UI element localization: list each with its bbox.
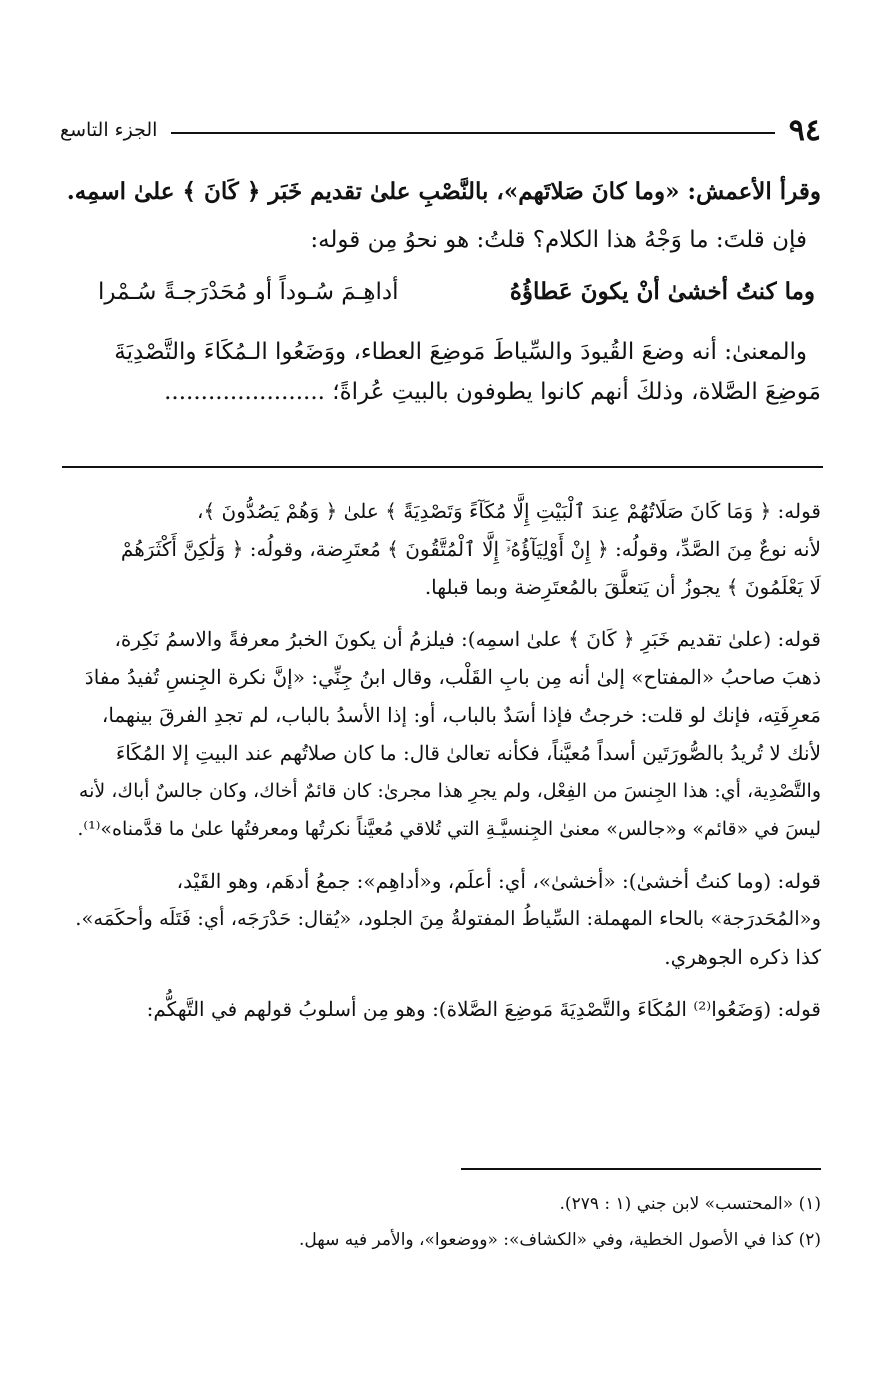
commentary-line: لأنه نوعٌ مِنَ الصَّدِّ، وقولُه: ﴿ إِنْ أَوْلِيَآؤُهُۥٓ إِلَّا ٱلْمُتَّقُونَ ﴾ مُعتَرِضة، وقولُه: ﴿ وَلَٰكِنَّ أَكْثَرَهُمْ <box>120 537 821 561</box>
footnote: (١) «المحتسب» لابن جني (١ : ٢٧٩). <box>559 1194 821 1214</box>
main-line: مَوضِعَ الصَّلاة، وذلكَ أنهم كانوا يطوفون بالبيتِ عُراةً؛ ...................... <box>164 379 821 405</box>
page-number: ٩٤ <box>788 112 821 148</box>
commentary <box>62 492 821 1028</box>
footnote: (٢) كذا في الأصول الخطية، وفي «الكشاف»: «ووضعوا»، والأمر فيه سهل. <box>298 1230 821 1250</box>
commentary-line: والتَّصْدِية، أي: هذا الجِنسَ من الفِعْل، ولم يجرِ هذا مجرىٰ: كان قائمٌ أخاك، وكان جالسٌ أباك، لأنه <box>78 780 821 802</box>
header-rule <box>171 132 774 134</box>
main-line: فإن قلتَ: ما وَجْهُ هذا الكلام؟ قلتُ: هو نحوُ مِن قوله: <box>310 227 807 253</box>
page-header <box>60 110 821 150</box>
commentary-line: مَعرِفَتِه، فإنك لو قلت: خرجتُ فإذا أسَدٌ بالباب، أو: إذا الأسدُ بالباب، لم تجدِ الفرقَ بينهما، <box>101 703 821 727</box>
commentary-line: قوله: (وما كنتُ أخشىٰ): «أخشىٰ»، أي: أعلَم، و«أداهِم»: جمعُ أدهَم، وهو القَيْد، <box>176 869 821 893</box>
verse-couplet <box>62 270 821 314</box>
running-title: الجزء التاسع <box>60 119 158 141</box>
main-line: والمعنىٰ: أنه وضعَ القُيودَ والسِّياطَ مَوضِعَ العطاء، ووَضَعُوا الـمُكَاءَ والتَّصْدِيَةَ <box>114 339 807 365</box>
commentary-line: قوله: (علىٰ تقديم خَبَرِ ﴿ كَانَ ﴾ علىٰ اسمِه): فيلزمُ أن يكونَ الخبرُ معرفةً والاسمُ نَكِرة، <box>114 627 821 651</box>
commentary-line: لأنك لا تُريدُ بالصُّورَتَين أسداً مُعيَّناً، فكأنه تعالىٰ قال: ما كان صلاتُهم عند البيتِ إلا المُكَاءَ <box>115 741 821 765</box>
commentary-line: قوله: (وَضَعُوا⁽²⁾ المُكَاءَ والتَّصْدِيَةَ مَوضِعَ الصَّلاة): وهو مِن أسلوبُ قولهم في التَّهكُّم: <box>146 997 821 1021</box>
footnotes <box>62 1186 821 1258</box>
footnote-separator <box>461 1168 821 1170</box>
commentary-line: و«المُحَدرَجة» بالحاء المهملة: السِّياطُ المفتولةُ مِنَ الجلود، «يُقال: حَدْرَجَه، أي: فَتَلَه وأحكَمَه». <box>75 907 821 930</box>
commentary-line: لَا يَعْلَمُونَ ﴾ يجوزُ أن يَتعلَّقَ بالمُعتَرِضة وبما قبلها. <box>424 575 821 599</box>
main-text <box>62 172 821 412</box>
verse-first-hemistich: وما كنتُ أخشىٰ أنْ يكونَ عَطاؤُهُ <box>509 278 815 305</box>
verse-second-hemistich: أداهِـمَ سُـوداً أو مُحَدْرَجـةً سُـمْرا <box>98 279 399 305</box>
commentary-line: كذا ذكره الجوهري. <box>664 945 821 969</box>
commentary-line: قوله: ﴿ وَمَا كَانَ صَلَاتُهُمْ عِندَ ٱلْبَيْتِ إِلَّا مُكَآءً وَتَصْدِيَةً ﴾ علىٰ ﴿ وَهُمْ يَصُدُّونَ ﴾، <box>197 499 821 523</box>
commentary-line: ليسَ في «قائم» و«جالس» معنىٰ الجِنسيَّـةِ التي تُلاقي مُعيَّناً نكرتُها ومعرفتُها علىٰ ما قدَّمناه»⁽¹⁾. <box>77 818 821 840</box>
commentary-line: ذهبَ صاحبُ «المفتاح» إلىٰ أنه مِن بابِ القَلْب، وقال ابنُ جِنِّي: «إنَّ نكرة الجِنسِ تُفيدُ مفادَ <box>84 665 821 689</box>
main-line: وقرأ الأعمش: «وما كانَ صَلاتَهم»، بالنَّصْبِ علىٰ تقديم خَبَر ﴿ كَانَ ﴾ علىٰ اسمِه. <box>66 178 821 205</box>
text-commentary-separator <box>62 466 823 468</box>
